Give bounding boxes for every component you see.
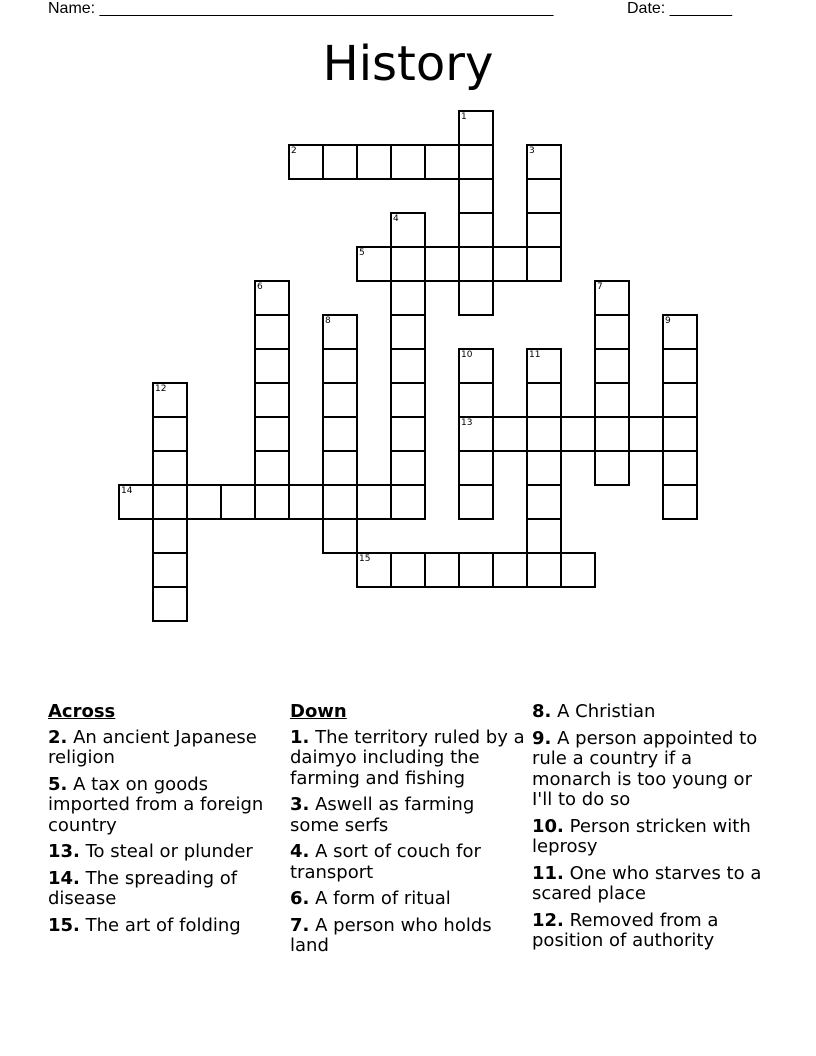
cell-number: 15 bbox=[359, 554, 371, 564]
clue-text: A tax on goods imported from a foreign country bbox=[48, 773, 264, 836]
grid-cell[interactable] bbox=[152, 518, 188, 554]
cell-number: 6 bbox=[257, 282, 263, 292]
cell-number: 8 bbox=[325, 316, 331, 326]
clue-across-13 bbox=[48, 842, 284, 863]
grid-cell[interactable] bbox=[152, 382, 188, 418]
cell-number: 5 bbox=[359, 248, 365, 258]
grid-cell[interactable] bbox=[662, 348, 698, 384]
date-field: Date: _______ bbox=[627, 0, 732, 17]
grid-cell[interactable] bbox=[322, 314, 358, 350]
grid-cell[interactable] bbox=[322, 450, 358, 486]
grid-cell[interactable] bbox=[594, 280, 630, 316]
grid-cell[interactable] bbox=[628, 416, 664, 452]
clue-down-11 bbox=[532, 864, 768, 905]
grid-cell[interactable] bbox=[322, 144, 358, 180]
grid-cell[interactable] bbox=[594, 382, 630, 418]
grid-cell[interactable] bbox=[220, 484, 256, 520]
clue-text: A form of ritual bbox=[315, 888, 451, 909]
cell-number: 2 bbox=[291, 146, 297, 156]
clue-number: 13. bbox=[48, 841, 80, 862]
down-clues bbox=[290, 702, 526, 963]
clue-down-7 bbox=[290, 916, 526, 957]
grid-cell[interactable] bbox=[458, 450, 494, 486]
grid-cell[interactable] bbox=[526, 178, 562, 214]
grid-cell[interactable] bbox=[322, 348, 358, 384]
down-heading: Down bbox=[290, 701, 347, 722]
grid-cell[interactable] bbox=[526, 450, 562, 486]
grid-cell[interactable] bbox=[322, 382, 358, 418]
grid-cell[interactable] bbox=[288, 144, 324, 180]
clue-text: A Christian bbox=[557, 701, 656, 722]
grid-cell[interactable] bbox=[152, 416, 188, 452]
grid-cell[interactable] bbox=[594, 416, 630, 452]
clue-text: Person stricken with leprosy bbox=[532, 815, 751, 857]
grid-cell[interactable] bbox=[152, 586, 188, 622]
grid-cell[interactable] bbox=[424, 552, 460, 588]
clue-text: An ancient Japanese religion bbox=[48, 726, 257, 768]
grid-cell[interactable] bbox=[254, 484, 290, 520]
grid-cell[interactable] bbox=[458, 212, 494, 248]
clue-number: 12. bbox=[532, 909, 564, 931]
clue-text: The spreading of disease bbox=[48, 867, 238, 909]
grid-cell[interactable] bbox=[662, 484, 698, 520]
grid-cell[interactable] bbox=[458, 246, 494, 282]
grid-cell[interactable] bbox=[526, 518, 562, 554]
across-clues bbox=[48, 702, 284, 942]
clue-text: A person appointed to rule a country if a monarch is too young or I'll to do so bbox=[532, 727, 758, 810]
grid-cell[interactable] bbox=[458, 280, 494, 316]
grid-cell[interactable] bbox=[356, 246, 392, 282]
grid-cell[interactable] bbox=[390, 552, 426, 588]
grid-cell[interactable] bbox=[458, 484, 494, 520]
grid-cell[interactable] bbox=[492, 552, 528, 588]
grid-cell[interactable] bbox=[356, 144, 392, 180]
cell-number: 11 bbox=[529, 350, 541, 360]
grid-cell[interactable] bbox=[390, 280, 426, 316]
clue-down-9 bbox=[532, 729, 768, 811]
clue-across-5 bbox=[48, 775, 284, 837]
grid-cell[interactable] bbox=[390, 382, 426, 418]
clue-number: 4. bbox=[290, 841, 310, 862]
grid-cell[interactable] bbox=[662, 416, 698, 452]
cell-number: 13 bbox=[461, 418, 473, 428]
grid-cell[interactable] bbox=[390, 348, 426, 384]
cell-number: 10 bbox=[461, 350, 473, 360]
grid-cell[interactable] bbox=[560, 416, 596, 452]
clue-text: To steal or plunder bbox=[85, 841, 253, 862]
grid-cell[interactable] bbox=[390, 144, 426, 180]
grid-cell[interactable] bbox=[390, 246, 426, 282]
clue-across-15 bbox=[48, 916, 284, 937]
grid-cell[interactable] bbox=[254, 348, 290, 384]
grid-cell[interactable] bbox=[356, 484, 392, 520]
grid-cell[interactable] bbox=[458, 178, 494, 214]
cell-number: 9 bbox=[665, 316, 671, 326]
cell-number: 4 bbox=[393, 214, 399, 224]
grid-cell[interactable] bbox=[526, 348, 562, 384]
grid-cell[interactable] bbox=[458, 382, 494, 418]
page-title: History bbox=[322, 36, 494, 92]
grid-cell[interactable] bbox=[288, 484, 324, 520]
grid-cell[interactable] bbox=[458, 110, 494, 146]
grid-cell[interactable] bbox=[322, 416, 358, 452]
grid-cell[interactable] bbox=[526, 144, 562, 180]
clue-text: Aswell as farming some serfs bbox=[290, 794, 475, 836]
clue-text: A person who holds land bbox=[290, 914, 492, 956]
grid-cell[interactable] bbox=[152, 552, 188, 588]
clue-number: 7. bbox=[290, 914, 310, 936]
clue-number: 5. bbox=[48, 773, 68, 795]
grid-cell[interactable] bbox=[322, 484, 358, 520]
grid-cell[interactable] bbox=[458, 552, 494, 588]
across-heading: Across bbox=[48, 701, 116, 722]
cell-number: 7 bbox=[597, 282, 603, 292]
clue-number: 14. bbox=[48, 867, 80, 889]
grid-cell[interactable] bbox=[526, 416, 562, 452]
grid-cell[interactable] bbox=[560, 552, 596, 588]
grid-cell[interactable] bbox=[322, 518, 358, 554]
grid-cell[interactable] bbox=[594, 314, 630, 350]
clue-text: One who starves to a scared place bbox=[532, 862, 762, 904]
clue-text: A sort of couch for transport bbox=[290, 841, 481, 883]
clue-text: The territory ruled by a daimyo including the farming and fishing bbox=[290, 726, 525, 789]
name-field: Name: ___________________________________________________ bbox=[48, 0, 554, 17]
grid-cell[interactable] bbox=[526, 212, 562, 248]
grid-cell[interactable] bbox=[662, 450, 698, 486]
cell-number: 14 bbox=[121, 486, 133, 496]
grid-cell[interactable] bbox=[424, 144, 460, 180]
grid-cell[interactable] bbox=[186, 484, 222, 520]
grid-cell[interactable] bbox=[424, 246, 460, 282]
grid-cell[interactable] bbox=[526, 246, 562, 282]
grid-cell[interactable] bbox=[254, 280, 290, 316]
grid-cell[interactable] bbox=[152, 484, 188, 520]
grid-cell[interactable] bbox=[526, 484, 562, 520]
clue-text: The art of folding bbox=[85, 914, 241, 936]
grid-cell[interactable] bbox=[118, 484, 154, 520]
grid-cell[interactable] bbox=[152, 450, 188, 486]
clue-down-10 bbox=[532, 817, 768, 858]
clue-number: 11. bbox=[532, 862, 564, 884]
grid-cell[interactable] bbox=[390, 314, 426, 350]
grid-cell[interactable] bbox=[254, 450, 290, 486]
clue-number: 8. bbox=[532, 701, 552, 722]
clue-down-4 bbox=[290, 842, 526, 883]
grid-cell[interactable] bbox=[458, 416, 494, 452]
grid-cell[interactable] bbox=[254, 416, 290, 452]
grid-cell[interactable] bbox=[390, 416, 426, 452]
clue-across-14 bbox=[48, 869, 284, 910]
grid-cell[interactable] bbox=[594, 348, 630, 384]
clue-down-12 bbox=[532, 911, 768, 952]
clue-across-2 bbox=[48, 728, 284, 769]
grid-cell[interactable] bbox=[594, 450, 630, 486]
cell-number: 1 bbox=[461, 112, 467, 122]
cell-number: 3 bbox=[529, 146, 535, 156]
grid-cell[interactable] bbox=[390, 450, 426, 486]
grid-cell[interactable] bbox=[526, 382, 562, 418]
cell-number: 12 bbox=[155, 384, 167, 394]
clue-number: 9. bbox=[532, 727, 552, 749]
clue-number: 3. bbox=[290, 794, 310, 815]
clue-down-3 bbox=[290, 795, 526, 836]
grid-cell[interactable] bbox=[662, 382, 698, 418]
clue-down-1 bbox=[290, 728, 526, 790]
clue-text: Removed from a position of authority bbox=[532, 909, 719, 951]
grid-cell[interactable] bbox=[458, 144, 494, 180]
clue-number: 1. bbox=[290, 726, 310, 748]
grid-cell[interactable] bbox=[254, 382, 290, 418]
grid-cell[interactable] bbox=[390, 212, 426, 248]
grid-cell[interactable] bbox=[356, 552, 392, 588]
grid-cell[interactable] bbox=[390, 484, 426, 520]
clue-number: 15. bbox=[48, 914, 80, 936]
grid-cell[interactable] bbox=[492, 246, 528, 282]
grid-cell[interactable] bbox=[662, 314, 698, 350]
down-clues-continued bbox=[532, 702, 768, 958]
grid-cell[interactable] bbox=[526, 552, 562, 588]
grid-cell[interactable] bbox=[458, 348, 494, 384]
clue-down-6 bbox=[290, 889, 526, 910]
clue-number: 6. bbox=[290, 888, 310, 909]
clue-down-8 bbox=[532, 702, 768, 723]
clue-number: 2. bbox=[48, 726, 68, 748]
grid-cell[interactable] bbox=[492, 416, 528, 452]
grid-cell[interactable] bbox=[254, 314, 290, 350]
clue-number: 10. bbox=[532, 815, 564, 837]
